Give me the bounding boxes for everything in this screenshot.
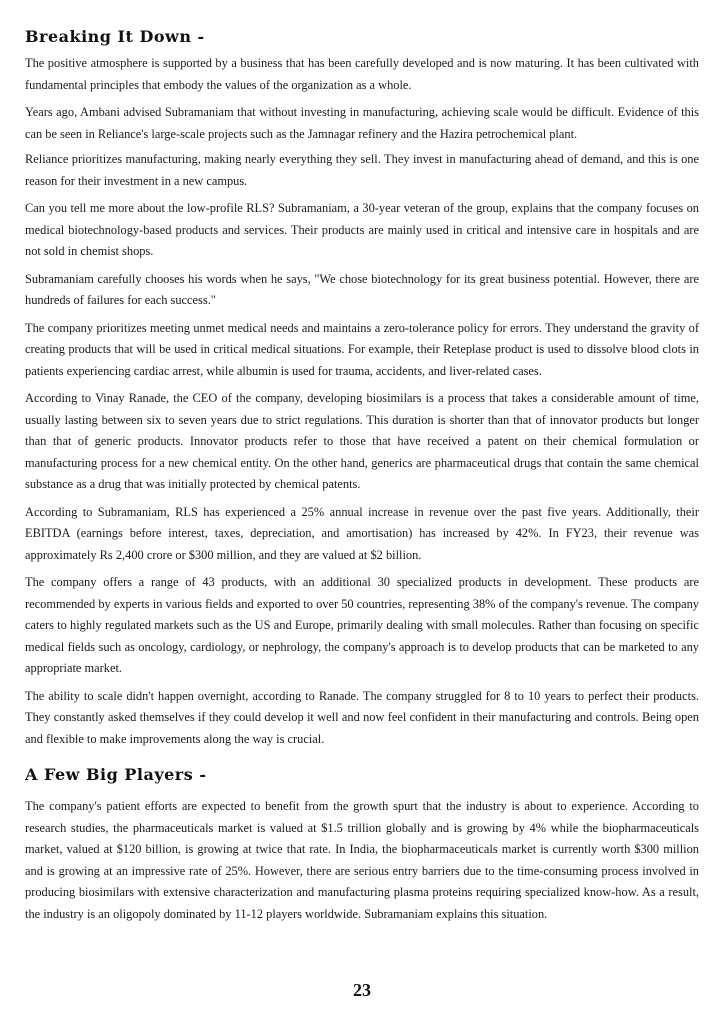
paragraph: The company offers a range of 43 products, with an additional 30 specialized products in development. These products are recommended by experts in various fields and exported to over 50 countries, representing 38% of the company's revenue. The company caters to highly regulated markets such as the US and Europe, primarily dealing with small molecules. Rather than focusing on specific medical fields such as oncology, cardiology, or nephrology, the company's approach is to develop products that can be marketed to any appropriate market. (25, 575, 699, 675)
paragraph: According to Vinay Ranade, the CEO of the company, developing biosimilars is a process that takes a considerable amount of time, usually lasting between six to seven years due to strict regulations. This duration is shorter than that of innovator products but longer than that of generic products. Innovator products refer to those that have received a patent on their chemical formulation or manufacturing process for a new chemical entity. On the other hand, generics are pharmaceutical drugs that contain the same chemical substance as a drug that was initially protected by chemical patents. (25, 391, 699, 491)
page-number: 23 (353, 980, 371, 1000)
paragraph: Years ago, Ambani advised Subramaniam that without investing in manufacturing, achieving scale would be difficult. Evidence of this can be seen in Reliance's large-scale projects such as the Jamnagar refinery and the Hazira petrochemical plant. (25, 105, 699, 141)
paragraph: The company prioritizes meeting unmet medical needs and maintains a zero-tolerance policy for errors. They understand the gravity of creating products that will be used in critical medical situations. For example, their Reteplase product is used to dissolve blood clots in patients experiencing cardiac arrest, while albumin is used for trauma, accidents, and liver-related cases. (25, 320, 699, 378)
paragraph: The company's patient efforts are expected to benefit from the growth spurt that the industry is about to experience. According to research studies, the pharmaceuticals market is valued at $1.5 trillion globally and is growing by 4% while the biopharmaceuticals market, valued at $120 billion, is growing at twice that rate. In India, the biopharmaceuticals market is currently worth $300 million and is growing at an impressive rate of 25%. However, there are serious entry barriers due to the time-consuming process involved in producing biosimilars with extensive characterization and manufacturing plasma proteins requiring specialized know-how. As a result, the industry is an oligopoly dominated by 11-12 players worldwide. Subramaniam explains this situation. (25, 799, 699, 921)
paragraph: According to Subramaniam, RLS has experienced a 25% annual increase in revenue over the past five years. Additionally, their EBITDA (earnings before interest, taxes, depreciation, and amortisation) has increased by 42%. In FY23, their revenue was approximately Rs 2,400 crore or $300 million, and they are valued at $2 billion. (25, 504, 699, 562)
paragraph: The ability to scale didn't happen overnight, according to Ranade. The company struggled for 8 to 10 years to perfect their products. They constantly asked themselves if they could develop it well and now feel confident in their manufacturing and controls. Being open and flexible to make improvements along the way is crucial. (25, 688, 699, 746)
section-heading-breaking-it-down: Breaking It Down - (25, 27, 205, 46)
paragraph: Reliance prioritizes manufacturing, making nearly everything they sell. They invest in manufacturing ahead of demand, and this is one reason for their investment in a new campus. (25, 152, 699, 188)
paragraph: Can you tell me more about the low-profile RLS? Subramaniam, a 30-year veteran of the group, explains that the company focuses on medical biotechnology-based products and services. Their products are mainly used in critical and intensive care in hospitals and are not sold in chemist shops. (25, 201, 699, 258)
section-heading-a-few-big-players: A Few Big Players - (25, 765, 207, 784)
paragraph: The positive atmosphere is supported by a business that has been carefully developed and is now maturing. It has been cultivated with fundamental principles that embody the values of the organization as a whole. (25, 56, 699, 92)
paragraph: Subramaniam carefully chooses his words when he says, "We chose biotechnology for its great business potential. However, there are hundreds of failures for each success." (25, 271, 699, 307)
